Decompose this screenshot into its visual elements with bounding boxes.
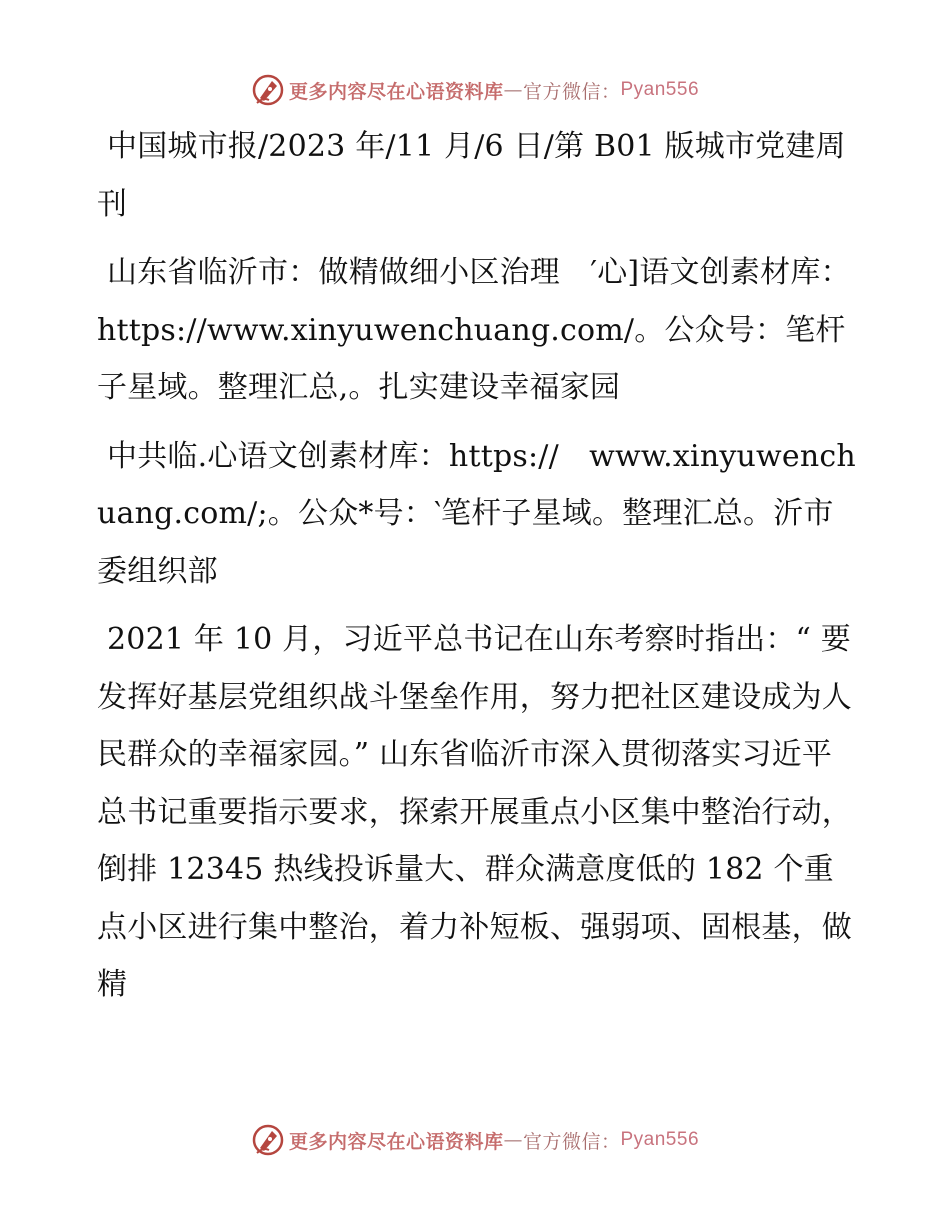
paragraph-body: 2021 年 10 月，习近平总书记在山东考察时指出：“ 要发挥好基层党组织战斗堡垒作用，努力把社区建设成为人民群众的幸福家园。” 山东省临沂市深入贯彻落实习近平总书记重要指示要求，探索开展重点小区集中整治行动，倒排 12345 热线投诉量大、群众满意度低的 182 个重点小区进行集中整治，着力补短板、强弱项、固根基，做精 (97, 622, 852, 1002)
banner-main-text: 更多内容尽在心语资料库 (288, 1130, 504, 1153)
fountain-pen-nib-logo-icon (251, 73, 285, 107)
banner-wechat-handle: Pyan556 (620, 79, 700, 100)
banner-wechat-label: 官方微信： (522, 1130, 621, 1153)
paragraph-author: 中共临.心语文创素材库：https:// www.xinyuwenchuang.com/;。公众*号：‵笔杆子星域。整理汇总。沂市委组织部 (97, 438, 856, 589)
fountain-pen-nib-logo-icon (251, 1123, 285, 1157)
footer-watermark-banner (0, 1120, 950, 1160)
banner-wechat-label: 官方微信： (522, 80, 621, 103)
document-body (97, 118, 857, 1025)
header-watermark-banner (0, 70, 950, 110)
paragraph-title: 山东省临沂市：做精做细小区治理 ′心]语文创素材库：https://www.xinyuwenchuang.com/。公众号：笔杆子星域。整理汇总,。扎实建设幸福家园 (97, 255, 851, 405)
banner-dash: — (503, 79, 523, 101)
banner-main-text: 更多内容尽在心语资料库 (288, 80, 504, 103)
banner-dash: — (503, 1129, 523, 1151)
paragraph-source: 中国城市报/2023 年/11 月/6 日/第 B01 版城市党建周刊 (97, 129, 846, 222)
banner-wechat-handle: Pyan556 (620, 1129, 700, 1150)
